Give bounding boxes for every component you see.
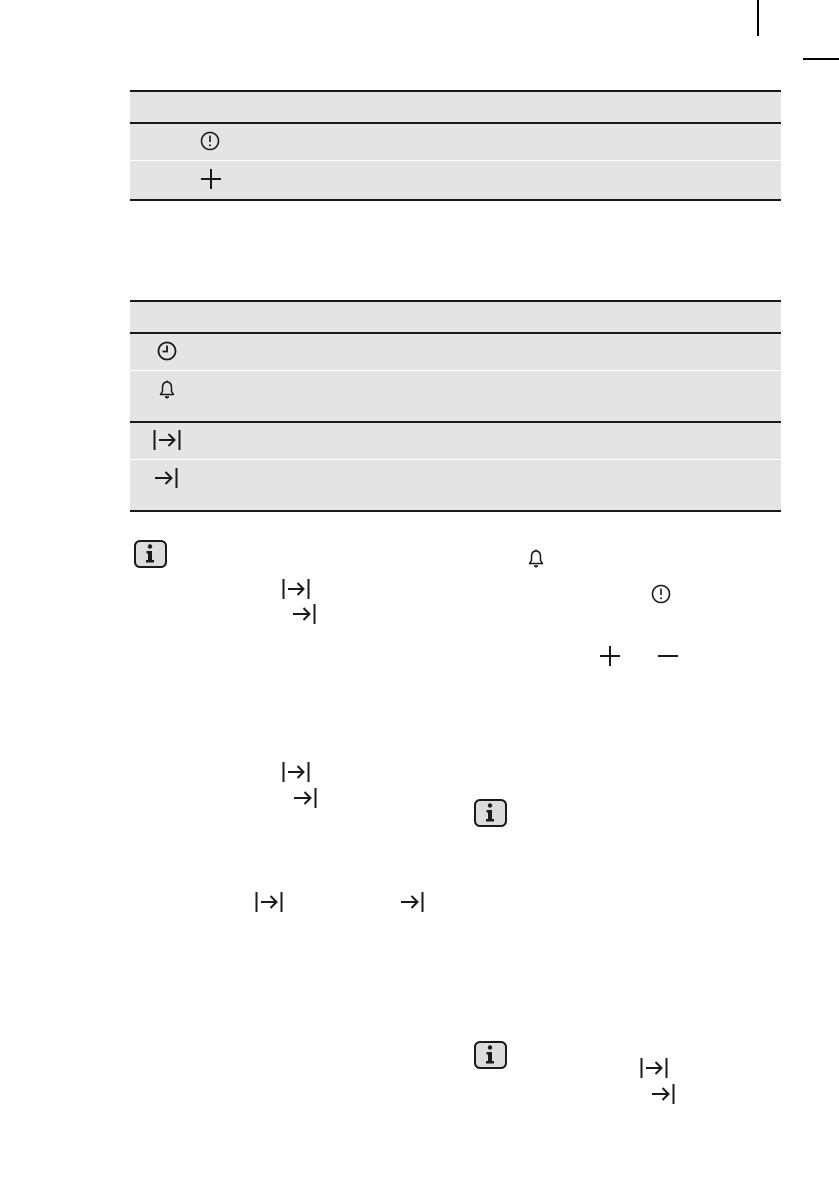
table-1-header-row — [130, 92, 781, 122]
info-icon — [134, 540, 167, 568]
table-row — [130, 460, 781, 510]
clock-icon — [157, 341, 177, 361]
table-row — [130, 161, 781, 199]
end-time-icon — [292, 603, 316, 625]
table-row — [130, 423, 781, 459]
table-row — [130, 124, 781, 160]
duration-icon — [255, 891, 283, 913]
plus-icon — [200, 168, 222, 190]
table-row — [130, 334, 781, 370]
end-time-icon — [293, 787, 317, 809]
table-1-bottom-rule — [130, 199, 781, 201]
table-2-header-row — [130, 302, 781, 332]
bell-icon — [528, 549, 544, 569]
end-time-icon — [154, 467, 178, 489]
duration-icon — [282, 761, 310, 783]
end-time-icon — [400, 891, 424, 913]
plus-icon — [599, 645, 621, 667]
end-time-icon — [651, 1083, 675, 1105]
duration-icon — [640, 1057, 668, 1079]
power-timer-icon — [651, 584, 671, 604]
info-icon — [474, 1041, 507, 1069]
info-icon — [474, 799, 507, 827]
power-timer-icon — [200, 131, 220, 151]
crop-mark-vertical — [757, 0, 759, 36]
table-2-bottom-rule — [130, 510, 781, 512]
duration-icon — [282, 578, 310, 600]
crop-mark-horizontal — [803, 58, 839, 60]
bell-icon — [159, 380, 175, 400]
duration-icon — [153, 429, 181, 451]
table-row — [130, 371, 781, 421]
minus-icon — [657, 645, 679, 667]
